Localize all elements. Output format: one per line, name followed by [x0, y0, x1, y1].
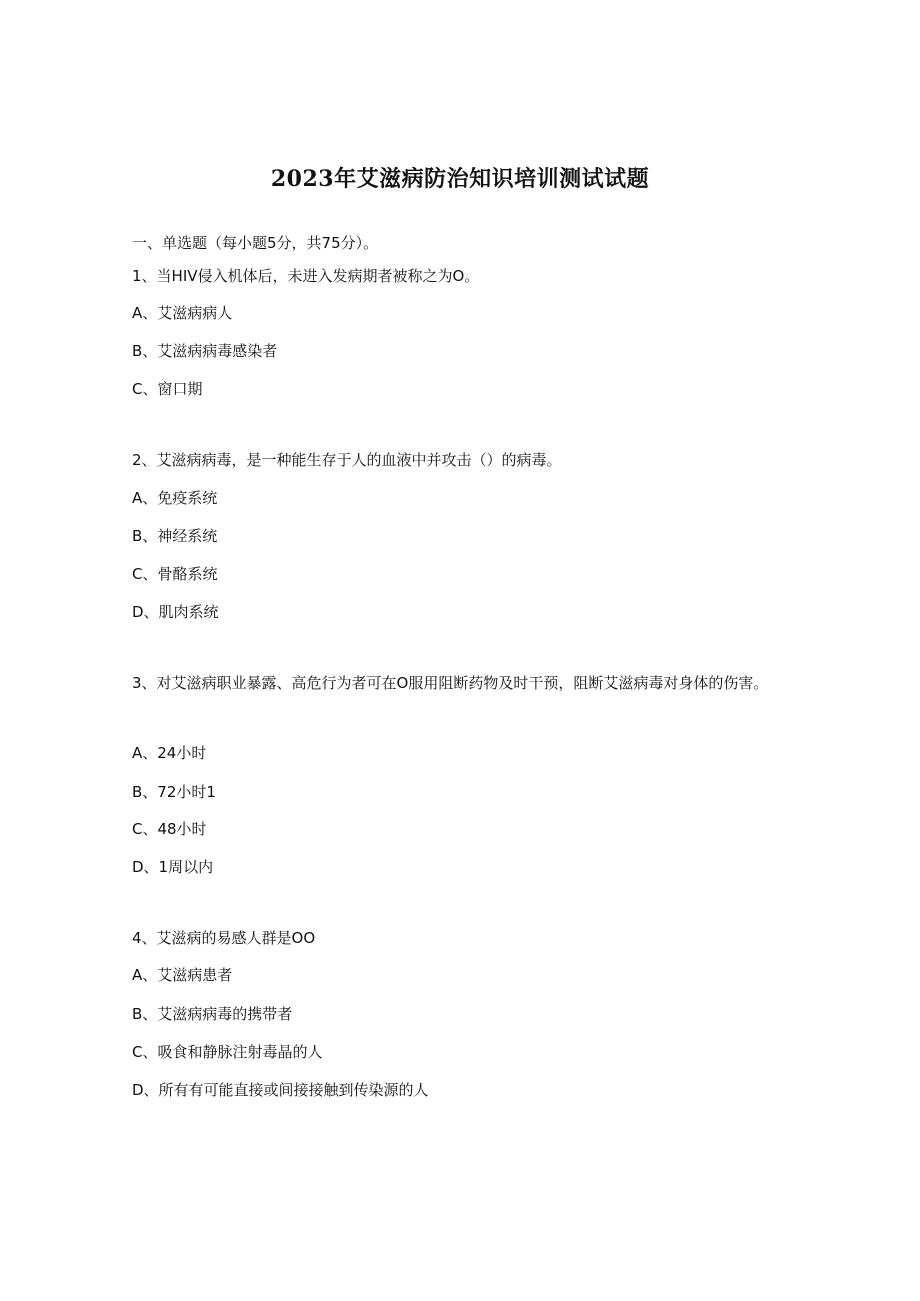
question-1-option-c: C、窗口期 — [132, 380, 203, 398]
question-4-option-b: B、艾滋病病毒的携带者 — [132, 1005, 293, 1023]
question-1-option-b: B、艾滋病病毒感染者 — [132, 342, 278, 360]
page-title: 2023年艾滋病防治知识培训测试试题 — [270, 166, 650, 192]
question-2-stem: 2、艾滋病病毒，是一种能生存于人的血液中并攻击（）的病毒。 — [132, 451, 562, 469]
question-4-option-c: C、吸食和静脉注射毒晶的人 — [132, 1043, 323, 1061]
question-4-option-a: A、艾滋病患者 — [132, 966, 233, 984]
question-3-option-a: A、24小时 — [132, 744, 207, 762]
section-heading: 一、单选题（每小题5分，共75分）。 — [132, 234, 379, 252]
question-3-option-d: D、1周以内 — [132, 858, 214, 876]
question-3-option-b: B、72小时1 — [132, 783, 216, 801]
question-4-stem: 4、艾滋病的易感人群是OO — [132, 929, 316, 947]
question-2-option-d: D、肌肉系统 — [132, 603, 219, 621]
question-2-option-a: A、免疫系统 — [132, 489, 218, 507]
question-2-option-c: C、骨酪系统 — [132, 565, 218, 583]
question-3-stem: 3、对艾滋病职业暴露、高危行为者可在O服用阻断药物及时干预，阻断艾滋病毒对身体的伤害。 — [132, 674, 769, 692]
question-1-stem: 1、当HIV侵入机体后，未进入发病期者被称之为O。 — [132, 267, 480, 285]
question-4-option-d: D、所有有可能直接或间接接触到传染源的人 — [132, 1081, 429, 1099]
question-2-option-b: B、神经系统 — [132, 527, 218, 545]
question-1-option-a: A、艾滋病病人 — [132, 304, 233, 322]
question-3-option-c: C、48小时 — [132, 820, 207, 838]
